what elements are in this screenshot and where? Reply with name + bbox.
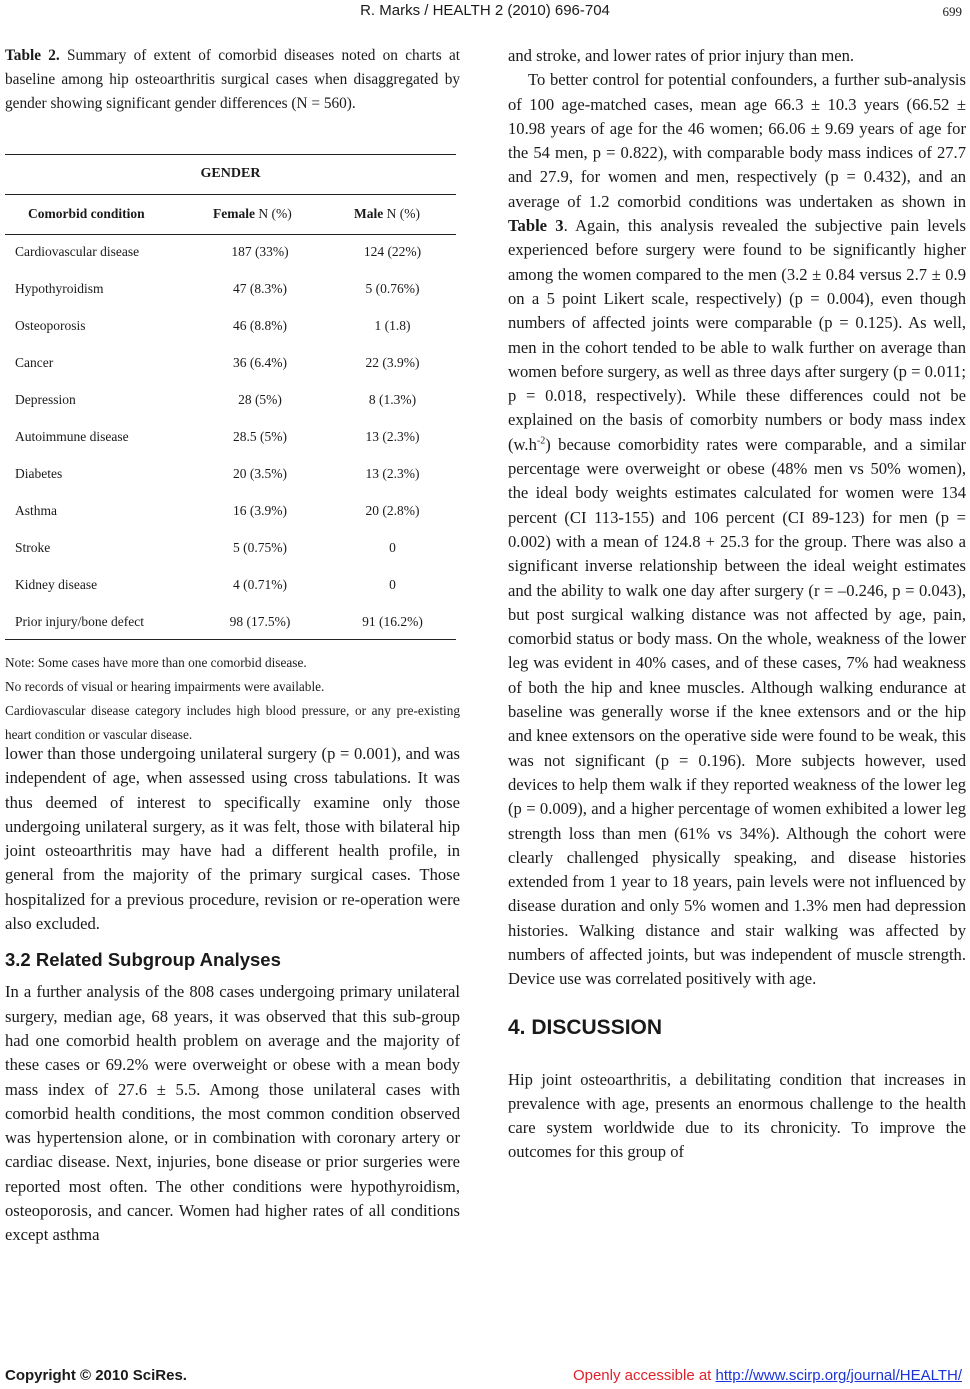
table-row — [5, 318, 456, 342]
table-rule-group — [5, 194, 456, 195]
left-column — [5, 44, 460, 116]
cell-female: 28 (5%) — [238, 392, 282, 407]
right-column — [508, 44, 966, 1165]
right-paragraph-2-text-c: ) because comorbidity rates were comparable, and a similar percentage were overweight or obese (48% men vs 50% women), the ideal body weights estimates calculated for women were 134 percent (CI 113-155) and 106 percent (CI 89-123) for men (p = 0.002) with a mean of 124.8 + 25.3 for the group. There was also a significant inverse relationship between the ideal weight estimates and the ability to walk one day after surgery (r = –0.246, p = 0.043), but post surgical walking distance was not affected by age, pain, comorbid status or body mass. On the whole, weakness of the lower leg was evident in 40% cases, and of these cases, 7% had weakness of both the hip and knee muscles. Although walking endurance at baseline was generally worse if the knee extensors and or the hip and knee extensors on the operative side were found to be weak, this was not significant (p = 0.196). More subjects however, used devices to help them walk if they reported weakness of the lower leg (p = 0.009), and a higher percentage of women exhibited a lower leg strength loss than men (61% vs 34%). Although the cohort were clearly challenged physically speaking, and disease histories extended from 1 year to 18 years, pain levels were not influenced by disease duration and only 5% women and 1.3% men had depression histories. Walking distance and stair walking was affected by numbers of affected joints, but was independent of muscle strength. Device use was correlated positively with age. — [508, 434, 966, 989]
cell-male: 0 — [389, 540, 396, 555]
open-access-text: Openly accessible at — [572, 1367, 716, 1384]
table-note: Cardiovascular disease category includes high blood pressure, or any pre-existing heart condition or vascular disease. — [5, 703, 460, 742]
cell-male: 22 (3.9%) — [365, 355, 420, 370]
cell-condition: Kidney disease — [15, 577, 98, 592]
cell-female: 28.5 (5%) — [233, 429, 287, 444]
cell-condition: Hypothyroidism — [15, 281, 104, 296]
running-title: R. Marks / HEALTH 2 (2010) 696-704 — [360, 2, 610, 19]
col-header-female-unit: N (%) — [254, 206, 292, 221]
col-header-male — [354, 206, 420, 222]
table-rule-bottom — [5, 639, 456, 640]
col-header-male-unit: N (%) — [383, 206, 420, 221]
right-paragraph-2-text-b: . Again, this analysis revealed the subjective pain levels experienced before surgery were found to be significantly higher among the women compared to the men (3.2 ± 0.84 versus 2.7 ± 0.9 on a 5 point Likert scale, respectively) (p = 0.004), even though numbers of affected joints were comparable (p = 0.125). As well, men in the cohort tended to be able to walk further on average than women before surgery, as well as three days after surgery (p = 0.011; p = 0.018, respectively). While these differences could not be explained on the basis of comorbity numbers or body mass index (w.h — [508, 216, 966, 454]
superscript-exponent: -2 — [536, 435, 546, 447]
page-header — [0, 2, 970, 26]
cell-female: 5 (0.75%) — [233, 540, 287, 555]
table-row — [5, 577, 456, 601]
journal-link[interactable]: http://www.scirp.org/journal/HEALTH/ — [715, 1367, 962, 1384]
cell-condition: Depression — [15, 392, 76, 407]
cell-male: 8 (1.3%) — [368, 392, 417, 407]
cell-male: 124 (22%) — [363, 244, 422, 259]
left-body — [5, 742, 460, 1248]
cell-condition: Cardiovascular disease — [15, 244, 140, 259]
copyright-notice: Copyright © 2010 SciRes. — [5, 1367, 187, 1384]
cell-female: 16 (3.9%) — [233, 503, 287, 518]
table-note: No records of visual or hearing impairments were available. — [5, 679, 325, 694]
right-paragraph-2 — [508, 68, 966, 991]
table-note: Note: Some cases have more than one comorbid disease. — [5, 655, 307, 670]
section-heading-3-2: 3.2 Related Subgroup Analyses — [5, 949, 281, 971]
section-heading-discussion: 4. DISCUSSION — [508, 1015, 663, 1039]
col-header-condition: Comorbid condition — [28, 206, 145, 221]
table-3-reference: Table 3 — [508, 216, 564, 236]
open-access-notice — [573, 1367, 962, 1384]
cell-male: 20 (2.8%) — [365, 503, 420, 518]
cell-female: 20 (3.5%) — [233, 466, 287, 481]
cell-female: 4 (0.71%) — [233, 577, 287, 592]
left-paragraph-2: In a further analysis of the 808 cases undergoing primary unilateral surgery, median age, 68 years, it was observed that this sub-group had one comorbid health problem on average and the majority of these cases or 69.2% were overweight or obese with a mean body mass index of 27.6 ± 5.5. Among those unilateral cases with comorbid health conditions, the most common condition observed was hypertension alone, or in combination with coronary artery or cardiac disease. Next, injuries, bone disease or prior surgeries were reported most often. The other conditions were hypothyroidism, osteoporosis, and cancer. Women had higher rates of all conditions except asthma — [5, 982, 460, 1245]
table-caption-text: Summary of extent of comorbid diseases noted on charts at baseline among hip osteoarthritis surgical cases when disaggregated by gender showing significant gender differences (N = 560). — [5, 47, 460, 112]
right-paragraph-1: and stroke, and lower rates of prior injury than men. — [508, 46, 855, 65]
cell-female: 187 (33%) — [231, 244, 289, 259]
cell-male: 1 (1.8) — [374, 318, 411, 333]
table-row — [5, 281, 456, 305]
cell-male: 91 (16.2%) — [362, 614, 423, 629]
cell-female: 36 (6.4%) — [233, 355, 287, 370]
cell-male: 0 — [389, 577, 396, 592]
table-row — [5, 429, 456, 453]
table-row — [5, 614, 456, 638]
cell-condition: Osteoporosis — [15, 318, 86, 333]
left-paragraph-1: lower than those undergoing unilateral surgery (p = 0.001), and was independent of age, when assessed using cross tabulations. It was thus deemed of interest to specifically examine only those undergoing unilateral surgery, as it was felt, those with bilateral hip joint osteoarthritis may have had a different health profile, in general from the majority of the primary surgical cases. Those hospitalized for a previous procedure, revision or re-operation were also excluded. — [5, 744, 460, 934]
table-row — [5, 244, 456, 268]
cell-female: 46 (8.8%) — [233, 318, 287, 333]
table-notes — [5, 651, 460, 747]
cell-condition: Autoimmune disease — [15, 429, 129, 444]
cell-male: 5 (0.76%) — [365, 281, 420, 296]
cell-condition: Cancer — [15, 355, 54, 370]
table-caption-label: Table 2. — [5, 47, 60, 64]
table-group-header: GENDER — [200, 166, 261, 181]
cell-condition: Prior injury/bone defect — [15, 614, 144, 629]
col-header-male-label: Male — [354, 206, 384, 221]
table-row — [5, 503, 456, 527]
cell-male: 13 (2.3%) — [365, 429, 420, 444]
table-caption — [5, 44, 460, 116]
cell-condition: Stroke — [15, 540, 51, 555]
table-row — [5, 392, 456, 416]
table-rule-header — [5, 234, 456, 235]
cell-female: 98 (17.5%) — [229, 614, 291, 629]
table-row — [5, 540, 456, 564]
cell-condition: Asthma — [15, 503, 57, 518]
right-paragraph-2-text-a: To better control for potential confounders, a further sub-analysis of 100 age-matched cases, mean age 66.3 ± 10.3 years (66.52 ± 10.98 years of age for the 46 women; 66.06 ± 9.69 years of age for the 54 men, p = 0.822), with comparable body mass indices of 27.7 and 27.9, for women and men, respectively (p = 0.432), and an average of 1.2 comorbid conditions was undertaken as shown in — [508, 70, 966, 211]
col-header-female — [213, 206, 292, 222]
page-footer — [0, 1364, 970, 1388]
col-header-female-label: Female — [213, 206, 255, 221]
cell-condition: Diabetes — [15, 466, 63, 481]
table-row — [5, 466, 456, 490]
right-paragraph-3: Hip joint osteoarthritis, a debilitating condition that increases in prevalence with age, presents an enormous challenge to the health care system worldwide due to its chronicity. To improve the outcomes for this group of — [508, 1069, 966, 1162]
cell-male: 13 (2.3%) — [365, 466, 420, 481]
table-rule-top — [5, 154, 456, 155]
page-number: 699 — [942, 4, 962, 19]
cell-female: 47 (8.3%) — [233, 281, 287, 296]
table-row — [5, 355, 456, 379]
